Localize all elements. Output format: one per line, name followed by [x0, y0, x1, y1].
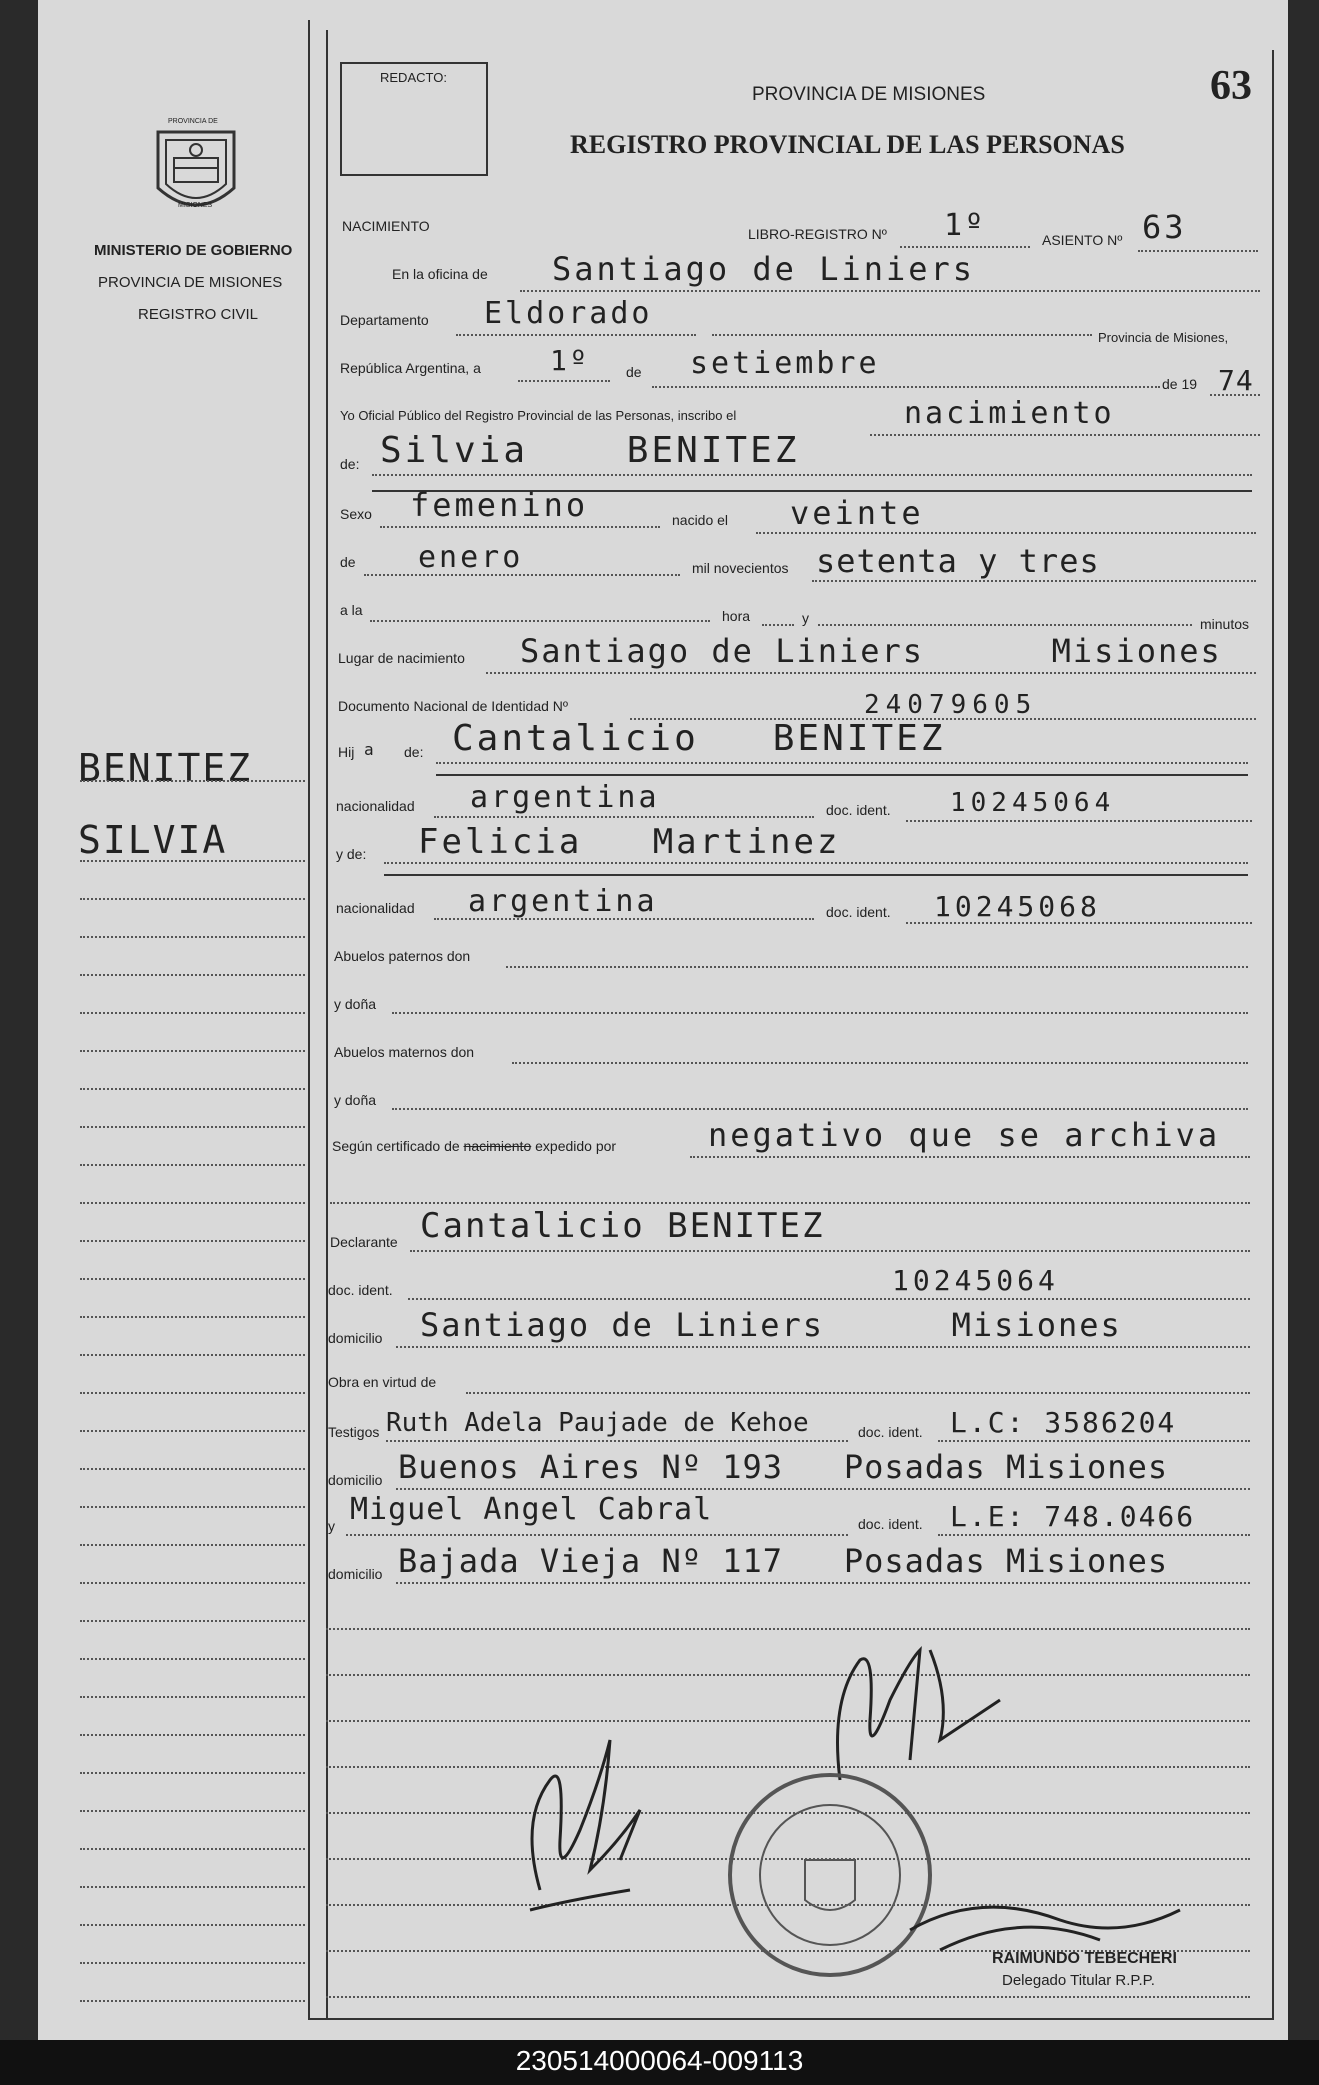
label-domicilio-testigo1: domicilio [328, 1472, 383, 1488]
value-madre: Felicia Martinez [418, 822, 841, 862]
ministry-line-2: PROVINCIA DE MISIONES [98, 274, 283, 291]
label-domicilio-declarante: domicilio [328, 1330, 383, 1346]
seal-bottom-text: MISIONES [178, 202, 213, 209]
value-mes-nac: enero [418, 540, 524, 575]
label-obra: Obra en virtud de [328, 1374, 437, 1390]
value-nacido-el: veinte [790, 494, 924, 532]
label-asiento: ASIENTO Nº [1042, 232, 1123, 248]
value-departamento: Eldorado [484, 296, 653, 331]
label-republica: República Argentina, a [340, 360, 481, 376]
value-padre: Cantalicio BENITEZ [452, 718, 946, 759]
value-nombre: Silvia BENITEZ [380, 430, 800, 471]
value-declarante: Cantalicio BENITEZ [420, 1206, 825, 1246]
value-nac-madre: argentina [468, 884, 658, 919]
value-doc-testigo1: L.C: 3586204 [950, 1406, 1177, 1439]
value-dom-testigo1: Buenos Aires Nº 193 Posadas Misiones [398, 1448, 1169, 1486]
label-nacionalidad-padre: nacionalidad [336, 798, 415, 814]
value-hij-suffix: a [364, 740, 377, 759]
margin-surname: BENITEZ [78, 746, 253, 790]
label-domicilio-testigo2: domicilio [328, 1566, 383, 1582]
label-y-hora: y [802, 610, 809, 626]
label-de-mes-nac: de [340, 554, 356, 570]
label-departamento: Departamento [340, 312, 429, 328]
ministry-line-1: MINISTERIO DE GOBIERNO [94, 242, 293, 259]
value-segun: negativo que se archiva [708, 1116, 1221, 1154]
label-de-19: de 19 [1162, 376, 1198, 392]
value-anio-nac: setenta y tres [816, 542, 1100, 580]
seal-top-text: PROVINCIA DE [168, 118, 218, 125]
label-mil-novecientos: mil novecientos [692, 560, 789, 576]
form-right-line [1272, 50, 1274, 2020]
value-doc-madre: 10245068 [934, 890, 1101, 923]
label-hora: hora [722, 608, 751, 624]
province-heading: PROVINCIA DE MISIONES [752, 84, 986, 105]
label-hij: Hij [338, 744, 355, 760]
margin-given-name: SILVIA [78, 818, 228, 862]
redacto-label: REDACTO: [380, 70, 447, 85]
label-y-dona-paternos: y doña [334, 996, 377, 1012]
footer-id: 230514000064-009113 [515, 2045, 804, 2076]
value-doc-declarante: 10245064 [892, 1264, 1059, 1297]
label-dni: Documento Nacional de Identidad Nº [338, 698, 569, 714]
value-nac-padre: argentina [470, 780, 660, 815]
label-nacido-el: nacido el [672, 512, 729, 528]
label-yo-oficial: Yo Oficial Público del Registro Provincial de las Personas, inscribo el [340, 408, 737, 423]
label-de-nombre: de: [340, 456, 360, 472]
ministry-line-3: REGISTRO CIVIL [138, 306, 259, 323]
label-lugar: Lugar de nacimiento [338, 650, 465, 666]
left-margin-line [308, 20, 310, 2020]
label-doc-padre: doc. ident. [826, 802, 891, 818]
value-lugar: Santiago de Liniers Misiones [520, 632, 1222, 670]
label-de-mes: de [626, 364, 642, 380]
label-abuelos-maternos: Abuelos maternos don [334, 1044, 475, 1060]
label-nacionalidad-madre: nacionalidad [336, 900, 415, 916]
label-doc-madre: doc. ident. [826, 904, 891, 920]
value-dni: 24079605 [864, 690, 1038, 720]
label-provincia-misiones: Provincia de Misiones, [1098, 330, 1229, 345]
value-libro: 1º [944, 208, 987, 243]
official-title: Delegado Titular R.P.P. [1002, 1972, 1155, 1989]
label-doc-declarante: doc. ident. [328, 1282, 393, 1298]
label-abuelos-paternos: Abuelos paternos don [334, 948, 471, 964]
label-doc-testigo2: doc. ident. [858, 1516, 923, 1532]
value-testigo2: Miguel Angel Cabral [350, 1492, 713, 1527]
value-dom-testigo2: Bajada Vieja Nº 117 Posadas Misiones [398, 1542, 1169, 1580]
label-y-dona-maternos: y doña [334, 1092, 377, 1108]
redacto-box [340, 62, 488, 176]
label-testigos: Testigos [328, 1424, 380, 1440]
registry-title: REGISTRO PROVINCIAL DE LAS PERSONAS [570, 130, 1125, 159]
form-bottom-line [308, 2018, 1274, 2020]
value-oficina: Santiago de Liniers [552, 250, 976, 288]
label-a-la: a la [340, 602, 363, 618]
value-anio: 74 [1218, 364, 1254, 397]
value-inscribo: nacimiento [904, 396, 1115, 431]
signature-left [510, 1720, 670, 1920]
label-segun-post: expedido por [535, 1138, 617, 1154]
label-segun-certificado [332, 1138, 616, 1154]
value-dia: 1º [550, 344, 590, 377]
label-declarante: Declarante [330, 1234, 398, 1250]
label-oficina: En la oficina de [392, 266, 488, 282]
label-de-padre: de: [404, 744, 424, 760]
value-testigo1: Ruth Adela Paujade de Kehoe [386, 1408, 809, 1438]
label-segun-struck: nacimiento [463, 1138, 532, 1154]
label-minutos: minutos [1200, 616, 1250, 632]
label-y-testigo2: y [328, 1518, 335, 1534]
page-number: 63 [1210, 63, 1252, 109]
value-doc-testigo2: L.E: 748.0466 [950, 1500, 1196, 1533]
label-y-de-madre: y de: [336, 846, 367, 862]
label-segun-pre: Según certificado de [332, 1138, 460, 1154]
label-sexo: Sexo [340, 506, 372, 522]
official-name: RAIMUNDO TEBECHERI [992, 1950, 1177, 1967]
value-asiento: 63 [1142, 208, 1187, 246]
label-libro: LIBRO-REGISTRO Nº [748, 226, 887, 242]
label-nacimiento: NACIMIENTO [342, 218, 430, 234]
label-doc-testigo1: doc. ident. [858, 1424, 923, 1440]
value-doc-padre: 10245064 [950, 788, 1116, 818]
value-dom-declarante: Santiago de Liniers Misiones [420, 1306, 1122, 1344]
value-sexo: femenino [410, 486, 589, 524]
value-mes: setiembre [690, 346, 880, 381]
